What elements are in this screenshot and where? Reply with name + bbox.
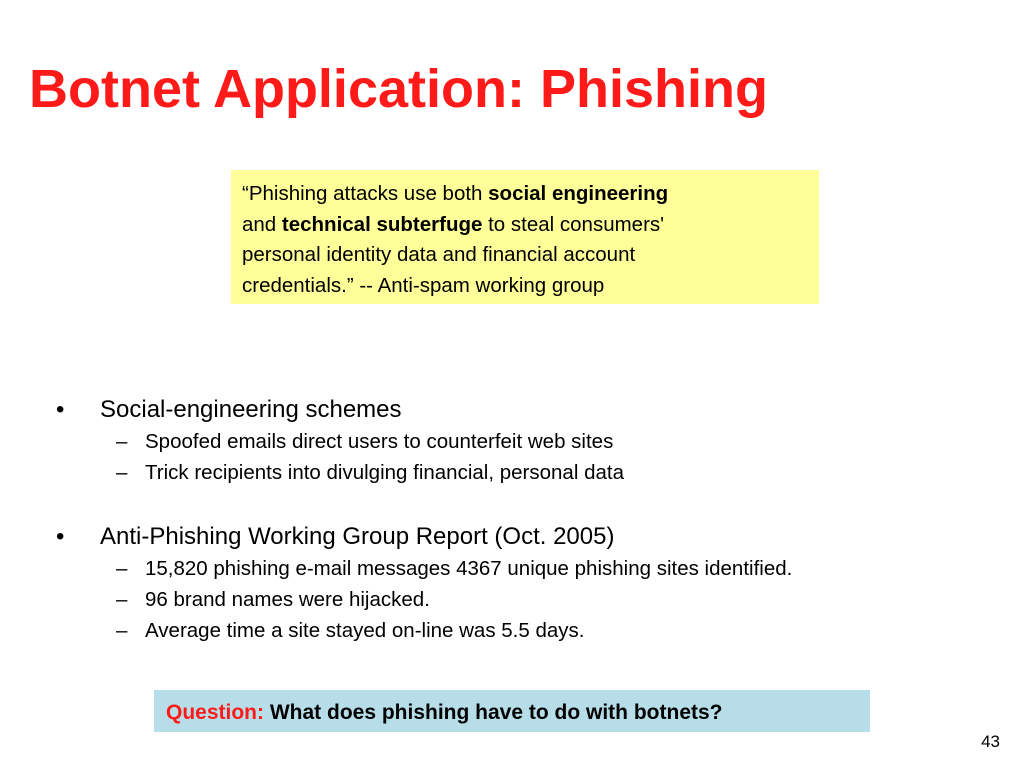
sub-bullet-item [116,621,584,642]
sub-bullet-item [116,590,430,611]
sub-bullet-dash-icon: – [116,461,128,484]
sub-bullet-text: 96 brand names were hijacked. [145,588,430,611]
sub-bullet-dash-icon: – [116,430,128,453]
sub-bullet-item [116,559,792,580]
sub-bullet-item [116,463,624,484]
question-text: What does phishing have to do with botnets? [269,701,723,724]
bullet-item [56,525,614,549]
question-label: Question: [166,701,264,724]
bullet-dot-icon: • [56,396,65,423]
bullet-item [56,398,402,422]
sub-bullet-text: Average time a site stayed on-line was 5.5 days. [145,619,585,642]
quote-line-3: personal identity data and financial account [242,243,636,266]
quote-emphasis-social-engineering: social engineering [488,182,669,205]
sub-bullet-dash-icon: – [116,588,128,611]
question-box [154,690,870,732]
quote-box [231,170,819,304]
sub-bullet-text: Trick recipients into divulging financial, personal data [145,461,624,484]
sub-bullet-dash-icon: – [116,619,128,642]
sub-bullet-text: 15,820 phishing e-mail messages 4367 unique phishing sites identified. [145,557,793,580]
quote-emphasis-technical-subterfuge: technical subterfuge [281,212,483,236]
quote-line-4: credentials.” -- Anti-spam working group [242,273,605,297]
quote-line-1: “Phishing attacks use both social engineering [242,182,669,205]
slide-title: Botnet Application: Phishing [29,59,768,119]
bullet-text: Social-engineering schemes [100,396,402,423]
sub-bullet-item [116,432,613,453]
bullet-dot-icon: • [56,523,65,550]
quote-line-2: and technical subterfuge to steal consumers' [242,212,665,236]
sub-bullet-dash-icon: – [116,557,128,580]
page-number: 43 [981,732,1000,751]
bullet-text: Anti-Phishing Working Group Report (Oct. 2005) [100,523,615,550]
sub-bullet-text: Spoofed emails direct users to counterfeit web sites [145,430,614,453]
